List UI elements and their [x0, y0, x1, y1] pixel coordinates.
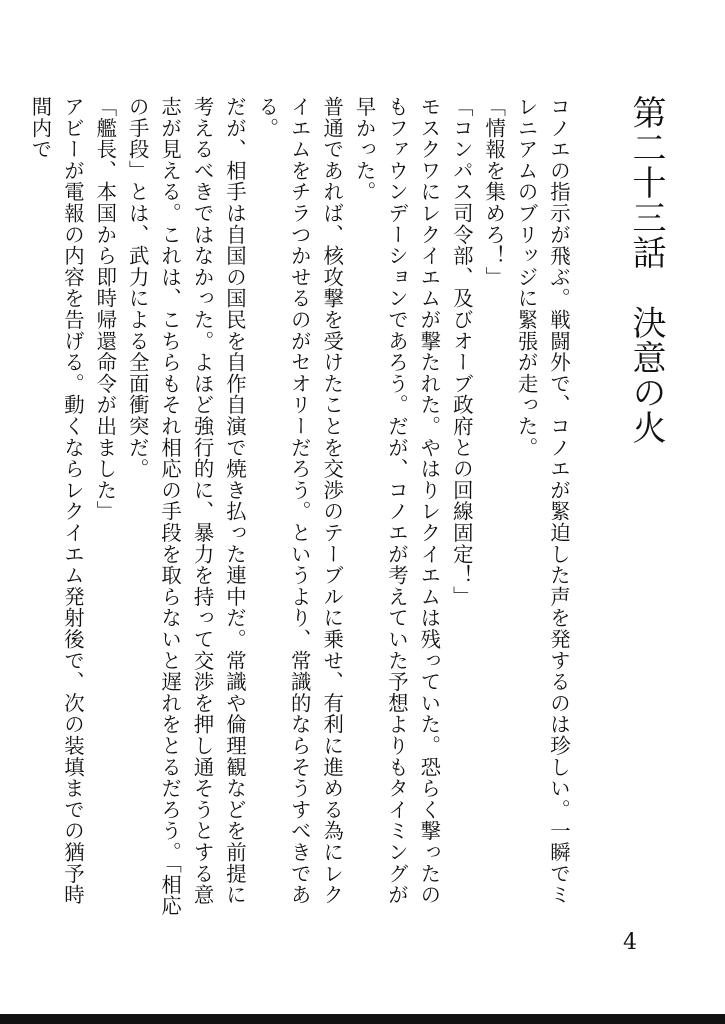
body-text: [15, 96, 575, 926]
paragraph: コノエの指示が飛ぶ。戦闘外で、コノエが緊迫した声を発するのは珍しい。一瞬でミレニアムのブリッジに緊張が走った。: [514, 96, 571, 906]
paragraph: 「情報を集めろ！」: [482, 96, 507, 288]
page-number: 4: [623, 930, 637, 955]
paragraph: 「コンパス司令部、及びオーブ政府との回線固定！」: [449, 96, 474, 608]
bottom-edge-bar: [0, 1014, 725, 1024]
paragraph: 「艦長、本国から即時帰還命令が出ました」: [93, 96, 118, 522]
paragraph: モスクワにレクイエムが撃たれた。やはりレクイエムは残っていた。恐らく撃ったのもファウンデーションであろう。だが、コノエが考えていた予想よりもタイミングが早かった。: [352, 96, 442, 906]
chapter-title: 第二十三話 決意の火: [626, 95, 666, 445]
paragraph: 普通であれば、核攻撃を受けたことを交渉のテーブルに乗せ、有利に進める為にレクイエムをチラつかせるのがセオリーだろう。というより、常識的ならそうすべきである。: [255, 96, 345, 906]
paragraph: アビーが電報の内容を告げる。動くならレクイエム発射後で、次の装填までの猶予時間内で: [28, 96, 85, 906]
paragraph: だが、相手は自国の国民を自作自演で焼き払った連中だ。常識や倫理観などを前提に考えるべきではなかった。よほど強行的に、暴力を持って交渉を押し通そうとする意志が見える。これは、こちらもそれ相応の手段を取らないと遅れをとるだろう。「相応の手段」とは、武力による全面衝突だ。: [125, 96, 247, 917]
